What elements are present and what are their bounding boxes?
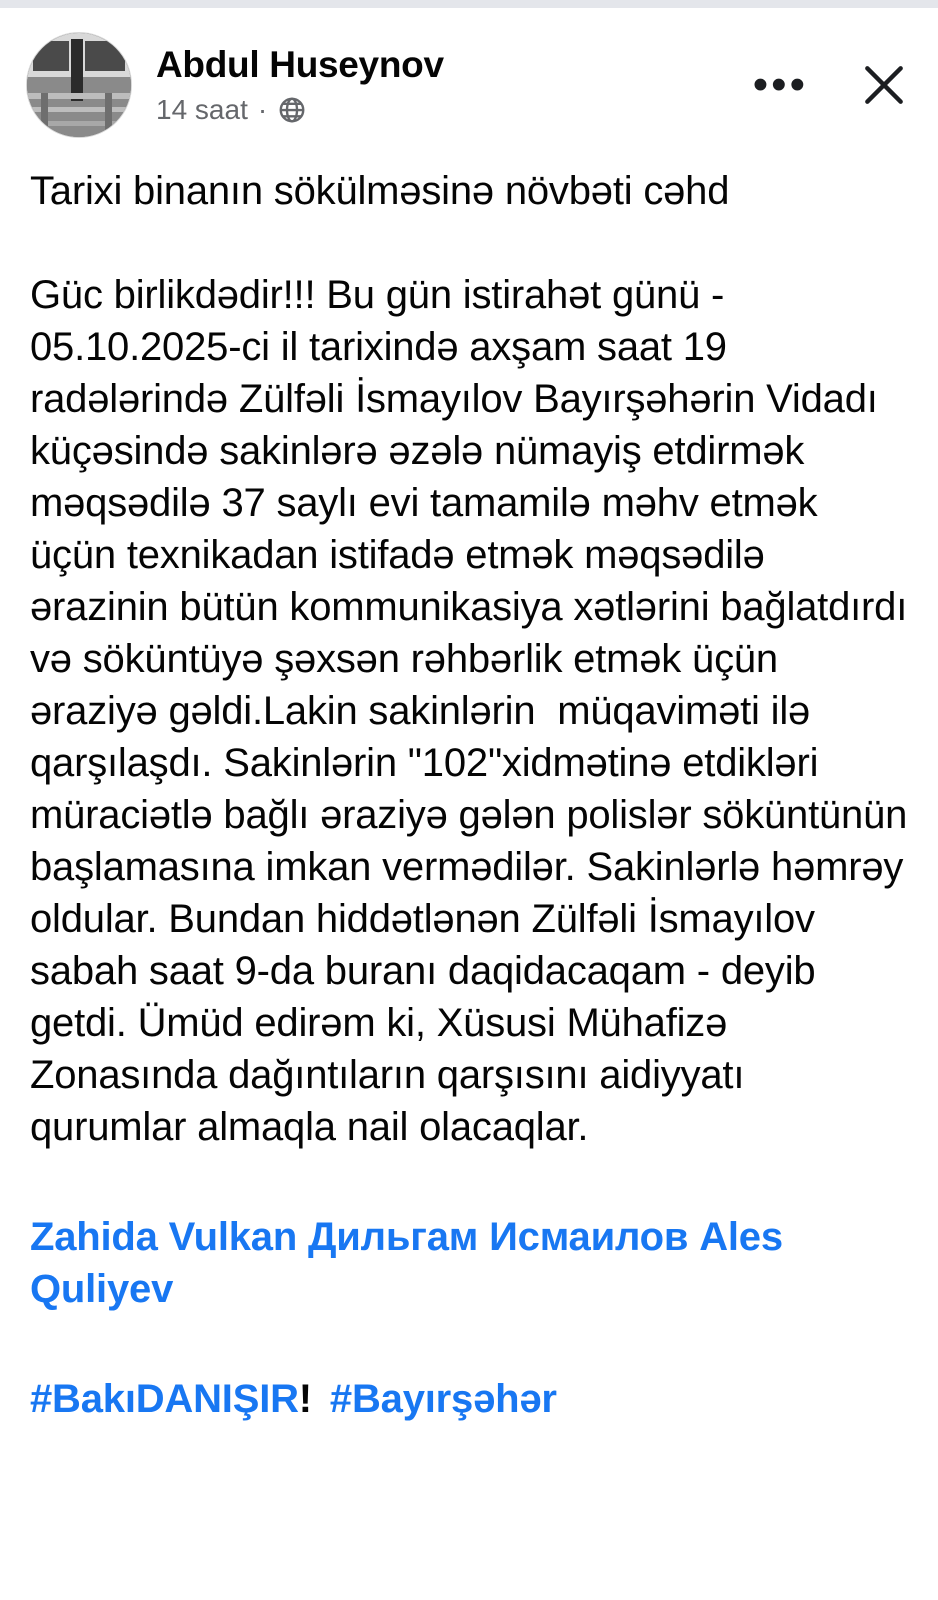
paragraph-gap	[30, 217, 910, 269]
post-content	[30, 165, 919, 1425]
ellipsis-icon[interactable]: •••	[752, 60, 808, 109]
post-headline: Tarixi binanın sökülməsinə növbəti cəhd	[30, 169, 730, 213]
post-header	[0, 30, 938, 140]
post-text: Güc birlikdədir!!! Bu gün istirahət günü - 05.10.2025-ci il tarixində axşam saat 19 radələrində Zülfəli İsmayılov Bayırşəhərin Vidadı küçəsində sakinlərə əzələ nümayiş etdirmək məqsədilə 37 saylı evi tamamilə məhv etmək üçün texnikadan istifadə etmək məqsədilə ərazinin bütün kommunikasiya xətlərini bağlatdırdı və söküntüyə şəxsən rəhbərlik etmək üçün əraziyə gəldi.Lakin sakinlərin müqaviməti ilə qarşılaşdı. Sakinlərin "102"xidmətinə etdikləri müraciətlə bağlı əraziyə gələn polislər söküntünün başlamasına imkan vermədilər. Sakinlərlə həmrəy oldular. Bundan hiddətlənən Zülfəli İsmayılov sabah saat 9-da buranı daqidacaqam - deyib getdi. Ümüd edirəm ki, Xüsusi Mühafizə Zonasında dağıntıların qarşısını aidiyyatı qurumlar almaqla nail olacaqlar.	[30, 273, 919, 1149]
globe-icon[interactable]	[277, 95, 307, 125]
author-name[interactable]: Abdul Huseynov	[156, 44, 444, 85]
post-meta	[156, 93, 747, 127]
hashtag-link-1[interactable]: #BakıDANIŞIR	[30, 1377, 299, 1421]
hashtag-link-2[interactable]: #Bayırşəhər	[329, 1377, 557, 1421]
top-divider	[0, 0, 938, 8]
post-hashtags	[30, 1373, 910, 1425]
post-timestamp[interactable]: 14 saat	[156, 94, 248, 125]
meta-separator: ·	[257, 94, 268, 125]
hashtag-suffix: !	[298, 1377, 312, 1421]
post-mentions[interactable]: Zahida Vulkan Дильгам Исмаилов Ales Quliyev	[30, 1215, 783, 1311]
profile-photo-image	[27, 33, 131, 137]
close-icon[interactable]	[856, 57, 912, 113]
author-block	[156, 43, 747, 127]
avatar[interactable]	[26, 32, 132, 138]
